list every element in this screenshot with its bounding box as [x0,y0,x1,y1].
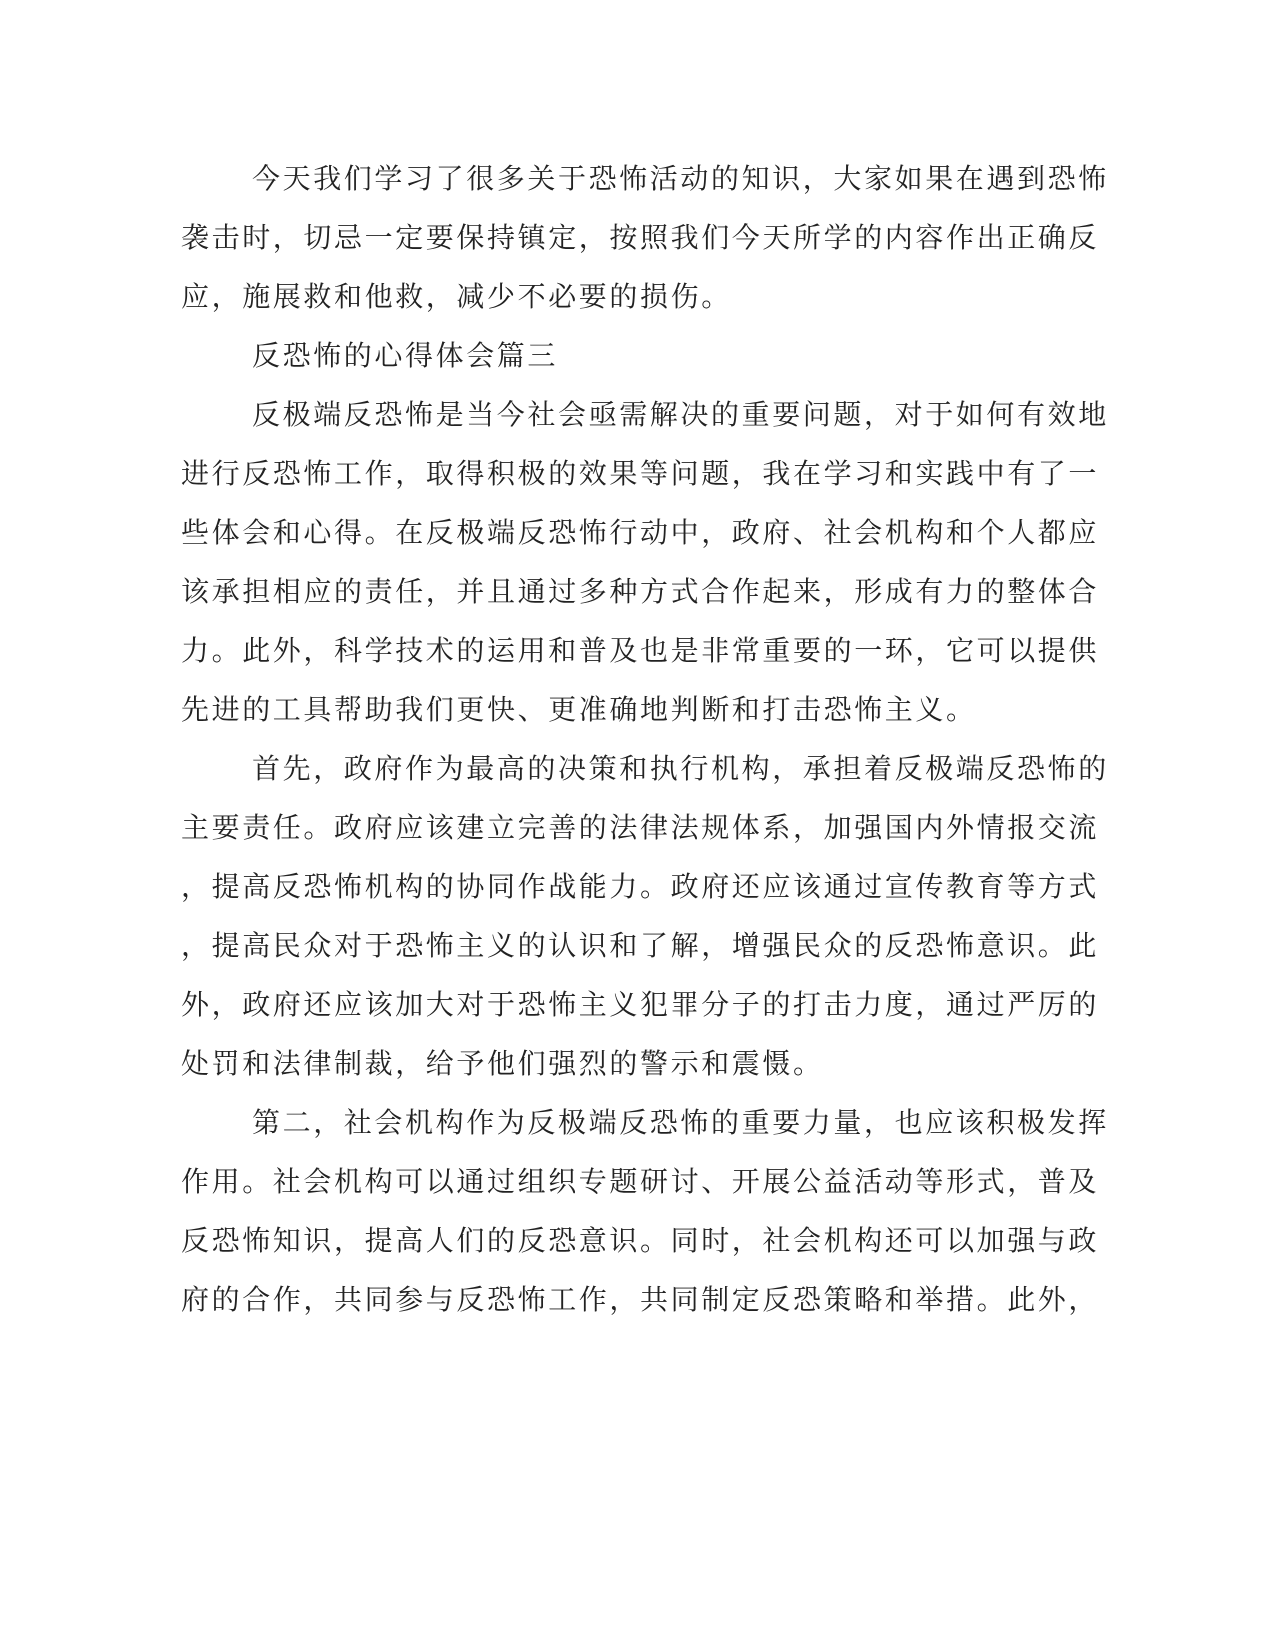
text-line: 府的合作，共同参与反恐怖工作，共同制定反恐策略和举措。此外， [181,1283,1100,1316]
text-line: 今天我们学习了很多关于恐怖活动的知识，大家如果在遇到恐怖 [252,162,1109,195]
text-line: 进行反恐怖工作，取得积极的效果等问题，我在学习和实践中有了一 [181,457,1100,490]
text-line: 应，施展救和他救，减少不必要的损伤。 [181,280,732,313]
text-line: 袭击时，切忌一定要保持镇定，按照我们今天所学的内容作出正确反 [181,221,1100,254]
text-line: 些体会和心得。在反极端反恐怖行动中，政府、社会机构和个人都应 [181,516,1100,549]
text-line: ，提高反恐怖机构的协同作战能力。政府还应该通过宣传教育等方式 [181,870,1100,903]
text-line: 首先，政府作为最高的决策和执行机构，承担着反极端反恐怖的 [252,752,1109,785]
text-line: 处罚和法律制裁，给予他们强烈的警示和震慑。 [181,1047,824,1080]
section-heading: 反恐怖的心得体会篇三 [252,339,559,372]
text-line: 该承担相应的责任，并且通过多种方式合作起来，形成有力的整体合 [181,575,1100,608]
text-line: ，提高民众对于恐怖主义的认识和了解，增强民众的反恐怖意识。此 [181,929,1100,962]
text-line: 力。此外，科学技术的运用和普及也是非常重要的一环，它可以提供 [181,634,1100,667]
text-line: 外，政府还应该加大对于恐怖主义犯罪分子的打击力度，通过严厉的 [181,988,1100,1021]
text-line: 反极端反恐怖是当今社会亟需解决的重要问题，对于如何有效地 [252,398,1109,431]
text-line: 主要责任。政府应该建立完善的法律法规体系，加强国内外情报交流 [181,811,1100,844]
text-line: 先进的工具帮助我们更快、更准确地判断和打击恐怖主义。 [181,693,977,726]
text-line: 作用。社会机构可以通过组织专题研讨、开展公益活动等形式，普及 [181,1165,1100,1198]
text-line: 反恐怖知识，提高人们的反恐意识。同时，社会机构还可以加强与政 [181,1224,1100,1257]
text-line: 第二，社会机构作为反极端反恐怖的重要力量，也应该积极发挥 [252,1106,1109,1139]
